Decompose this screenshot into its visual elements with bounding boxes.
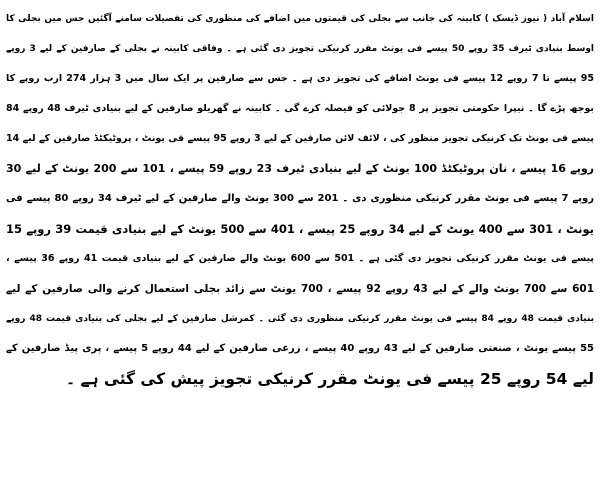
article-line-8: یونٹ ، 301 سے 400 یونٹ کے لیے 34 روپے 25 پیسے ، 401 سے 500 یونٹ کے لیے بنیادی قیمت 39 روپے 15: [6, 222, 594, 236]
article-line-2: اوسط بنیادی ٹیرف 35 روپے 50 پیسے فی یونٹ مقرر کرنیکی تجویز دی گئی ہے ۔ وفاقی کابینہ نے بجلی کے صارفین کے لیے 3 روپے: [6, 44, 594, 54]
article-line-9: پیسے فی یونٹ مقرر کرنیکی تجویز دی گئی ہے ۔ 501 سے 600 یونٹ والے صارفین کے لیے بنیادی قیمت 41 روپے 36 پیسے ،: [6, 253, 594, 264]
article-line-12: 55 پیسے یونٹ ، صنعتی صارفین کے لیے 43 روپے 40 پیسے ، زرعی صارفین کے لیے 44 روپے 5 پیسے ، پری پیڈ صارفین کے: [6, 343, 594, 354]
article-line-7: روپے 7 پیسے فی یونٹ مقرر کرنیکی منظوری دی ۔ 201 سے 300 یونٹ والے صارفین کے لیے ٹیرف 34 روپے 80 پیسے فی: [6, 193, 594, 204]
article-line-5: پیسے فی یونٹ تک کرنیکی تجویز منظور کی ، لائف لائن صارفین کے لیے 3 روپے 95 پیسے فی یونٹ ، پروٹیکٹڈ صارفین کے لیے 14: [6, 133, 594, 144]
article-line-11: بنیادی قیمت 48 روپے 84 پیسے فی یونٹ مقرر کرنیکی منظوری دی گئی ۔ کمرشل صارفین کے لیے بجلی کی بنیادی قیمت 48 روپے: [6, 314, 594, 324]
article-line-13: لیے 54 روپے 25 پیسے فی یونٹ مقرر کرنیکی تجویز پیش کی گئی ہے ۔: [65, 370, 594, 388]
article-line-4: بوجھ پڑے گا ۔ نیپرا حکومتی تجویز پر 8 جولائی کو فیصلہ کرے گی ۔ کابینہ نے گھریلو صارفین کے لیے بنیادی ٹیرف 48 روپے 84: [6, 103, 594, 114]
article-line-6: روپے 16 پیسے ، نان پروٹیکٹڈ 100 یونٹ کے لیے بنیادی ٹیرف 23 روپے 59 پیسے ، 101 سے 200 یونٹ کے لیے 30: [6, 162, 594, 175]
article-line-3: 95 پیسے تا 7 روپے 12 پیسے فی یونٹ اضافے کی تجویز دی ہے ۔ جس سے صارفین پر ایک سال میں 3 ہزار 274 ارب روپے کا: [6, 73, 594, 84]
article-line-1: اسلام آباد ( نیوز ڈیسک ) کابینہ کی جانب سے بجلی کی قیمتوں میں اضافے کی منظوری کی تفصیلات سامنے آگئیں جس میں بجلی کا: [6, 14, 594, 24]
news-article: [6, 4, 594, 485]
article-line-10: 601 سے 700 یونٹ والے کے لیے 43 روپے 92 پیسے ، 700 یونٹ سے زائد بجلی استعمال کرنے والی صارفین کے لیے: [6, 283, 594, 295]
